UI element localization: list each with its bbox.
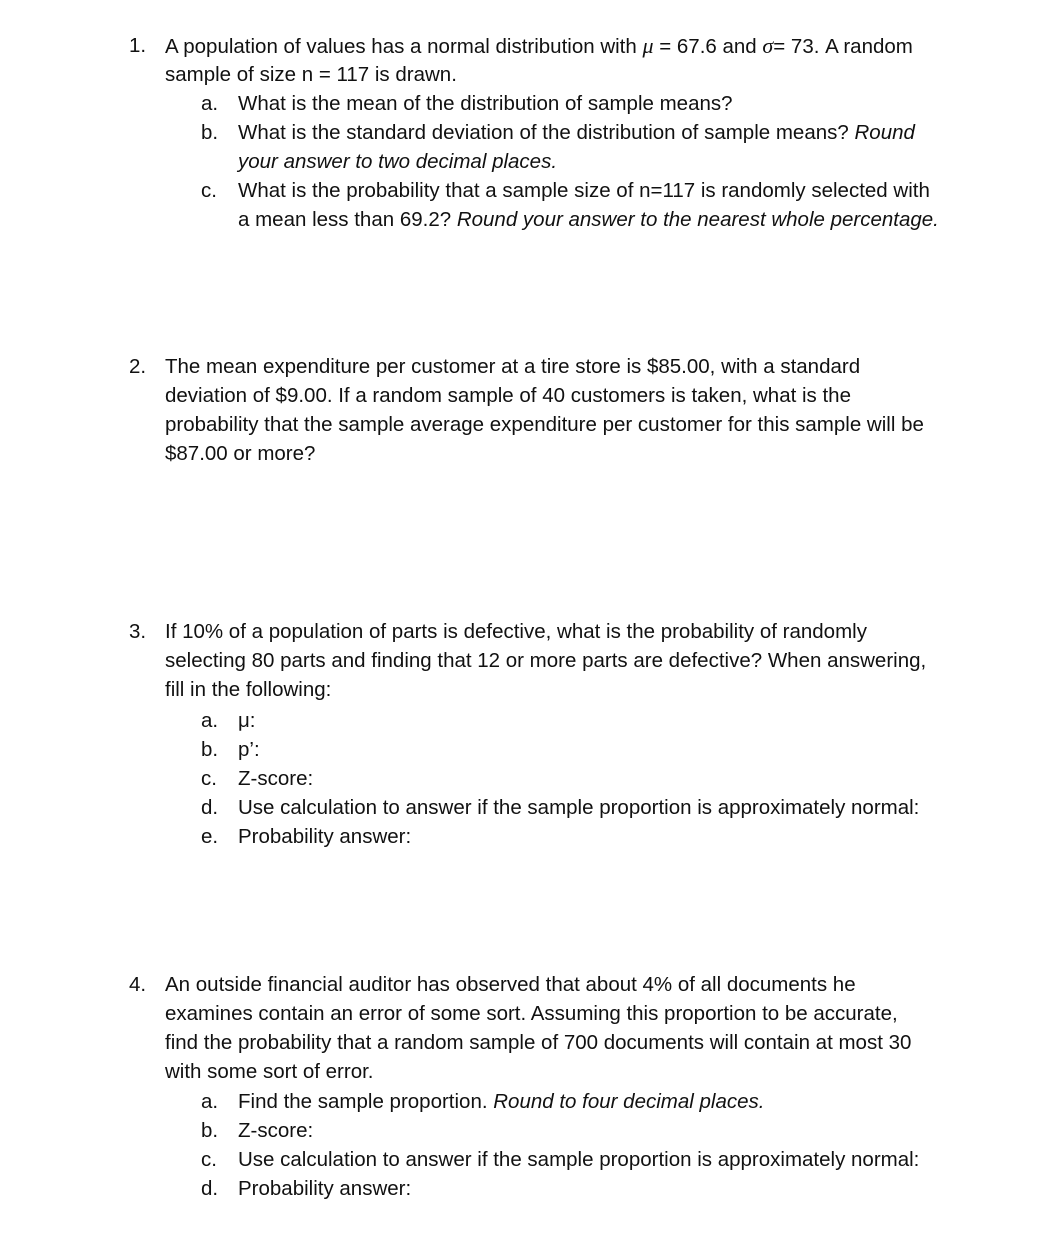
- part-text: Probability answer:: [238, 1177, 412, 1200]
- part-label: c.: [201, 1148, 217, 1171]
- part-text: your answer to two decimal places.: [238, 150, 558, 173]
- part-label: b.: [201, 121, 219, 144]
- part-label: b.: [201, 738, 219, 761]
- part-label: a.: [201, 709, 219, 732]
- part-text: a mean less than 69.2? Round your answer to the nearest whole percentage.: [238, 208, 939, 231]
- part-text: What is the mean of the distribution of sample means?: [238, 92, 733, 115]
- part-text: Use calculation to answer if the sample proportion is approximately normal:: [238, 1148, 920, 1171]
- part-text: Z-score:: [238, 767, 314, 790]
- part-label: a.: [201, 1090, 219, 1113]
- question-number: 3.: [129, 620, 147, 643]
- question-stem-line: sample of size n = 117 is drawn.: [165, 63, 457, 86]
- part-label: a.: [201, 92, 219, 115]
- part-text: What is the standard deviation of the distribution of sample means? Round: [238, 121, 915, 144]
- question-number: 1.: [129, 34, 147, 57]
- part-text: Probability answer:: [238, 825, 412, 848]
- part-label: e.: [201, 825, 219, 848]
- question-stem-line: find the probability that a random sample of 700 documents will contain at most 30: [165, 1031, 912, 1054]
- part-text: μ:: [238, 709, 256, 732]
- question-stem-line: fill in the following:: [165, 678, 332, 701]
- question-number: 4.: [129, 973, 147, 996]
- question-stem-line: selecting 80 parts and finding that 12 or more parts are defective? When answering,: [165, 649, 927, 672]
- question-stem-line: deviation of $9.00. If a random sample of 40 customers is taken, what is the: [165, 384, 851, 407]
- question-stem-line: probability that the sample average expenditure per customer for this sample will be: [165, 413, 924, 436]
- question-stem-line: If 10% of a population of parts is defective, what is the probability of randomly: [165, 620, 867, 643]
- mu-symbol: μ: [642, 33, 654, 58]
- part-text: Find the sample proportion. Round to four decimal places.: [238, 1090, 765, 1113]
- question-number: 2.: [129, 355, 147, 378]
- part-text: Use calculation to answer if the sample proportion is approximately normal:: [238, 796, 920, 819]
- part-text: What is the probability that a sample size of n=117 is randomly selected with: [238, 179, 930, 202]
- part-text: Z-score:: [238, 1119, 314, 1142]
- question-stem-line: The mean expenditure per customer at a tire store is $85.00, with a standard: [165, 355, 861, 378]
- question-stem-line: $87.00 or more?: [165, 442, 316, 465]
- part-label: d.: [201, 1177, 219, 1200]
- question-stem-line: with some sort of error.: [165, 1060, 374, 1083]
- part-text: p’:: [238, 738, 260, 761]
- question-stem-line: An outside financial auditor has observed that about 4% of all documents he: [165, 973, 856, 996]
- part-label: b.: [201, 1119, 219, 1142]
- part-label: d.: [201, 796, 219, 819]
- sigma-symbol: σ: [762, 33, 774, 58]
- part-label: c.: [201, 179, 217, 202]
- part-label: c.: [201, 767, 217, 790]
- question-stem-line: A population of values has a normal distribution with μ = 67.6 and σ= 73. A random: [165, 33, 913, 58]
- question-stem-line: examines contain an error of some sort. Assuming this proportion to be accurate,: [165, 1002, 898, 1025]
